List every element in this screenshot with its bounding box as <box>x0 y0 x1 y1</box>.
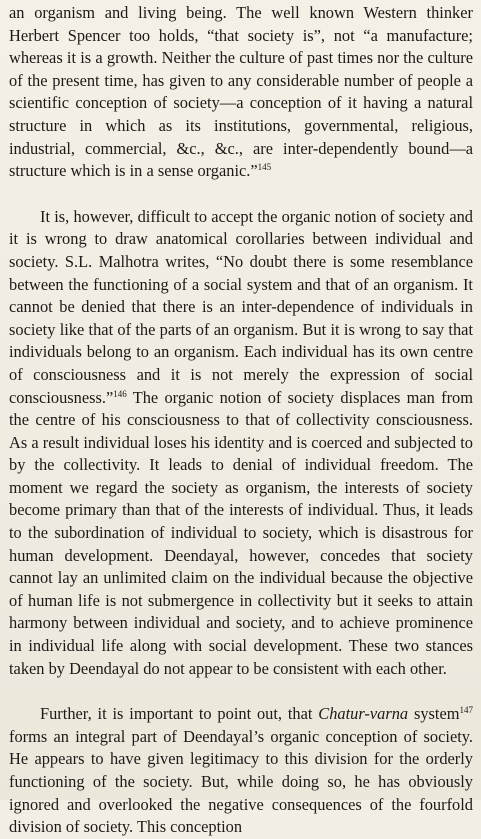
text-segment: The organic notion of society displaces man from the centre of his consciousness to that of collectivity consciousness. As a result individual loses his identity and is coerced and subjected to by the collectivity. It leads to denial of individual freedom. The moment we regard the society as organism, the interests of society become primary than that of the interests of individual. Thus, it leads to the subordination of individual to society, which is disastrous for human development. Deendayal, however, concedes that society cannot lay an unlimited claim on the individual because the objective of human life is not submergence in collectivity but it seeks to attain harmony between individual and society, and to achieve prominence in individual life along with social development. These two stances taken by Deendayal do not appear to be consistent with each other. <box>9 387 473 678</box>
paragraph-malhotra-critique <box>9 206 473 680</box>
text-segment: an organism and living being. The well known Western thinker Herbert Spencer too holds, “that society is”, not “a manufacture; whereas it is a growth. Neither the culture of past times nor the culture of the present time, has given to any considerable number of people a scientific conception of society—a conception of it having a natural structure in which as its institutions, governmental, religious, industrial, commercial, &c., &c., are inter-dependently bound—a structure which is in a sense organic.” <box>9 3 473 181</box>
paragraph-chatur-varna <box>9 703 473 839</box>
italic-term: Chatur-varna <box>318 704 409 724</box>
footnote-ref-146: 146 <box>113 388 127 399</box>
text-segment: It is, however, difficult to accept the organic notion of society and it is wrong to draw anatomical corollaries between individual and society. S.L. Malhotra writes, “No doubt there is some resemblance between the functioning of a social system and that of an organism. It cannot be denied that there is an inter-dependence of individuals in society like that of the parts of an organism. But it is wrong to say that individuals belong to an organism. Each individual has its own centre of consciousness and it is not merely the expression of social consciousness.” <box>9 206 473 407</box>
text-segment: system <box>408 704 460 724</box>
footnote-ref-147: 147 <box>459 705 473 716</box>
text-segment: Further, it is important to point out, that <box>40 704 319 724</box>
text-segment: forms an integral part of Deendayal’s organic conception of society. He appears to have given legitimacy to this division for the orderly functioning of the society. But, while doing so, he has obviously ignored and overlooked the negative consequences of the fourfold division of society. This conception <box>9 726 473 837</box>
paragraph-spencer-quote <box>9 2 473 183</box>
footnote-ref-145: 145 <box>257 162 272 173</box>
